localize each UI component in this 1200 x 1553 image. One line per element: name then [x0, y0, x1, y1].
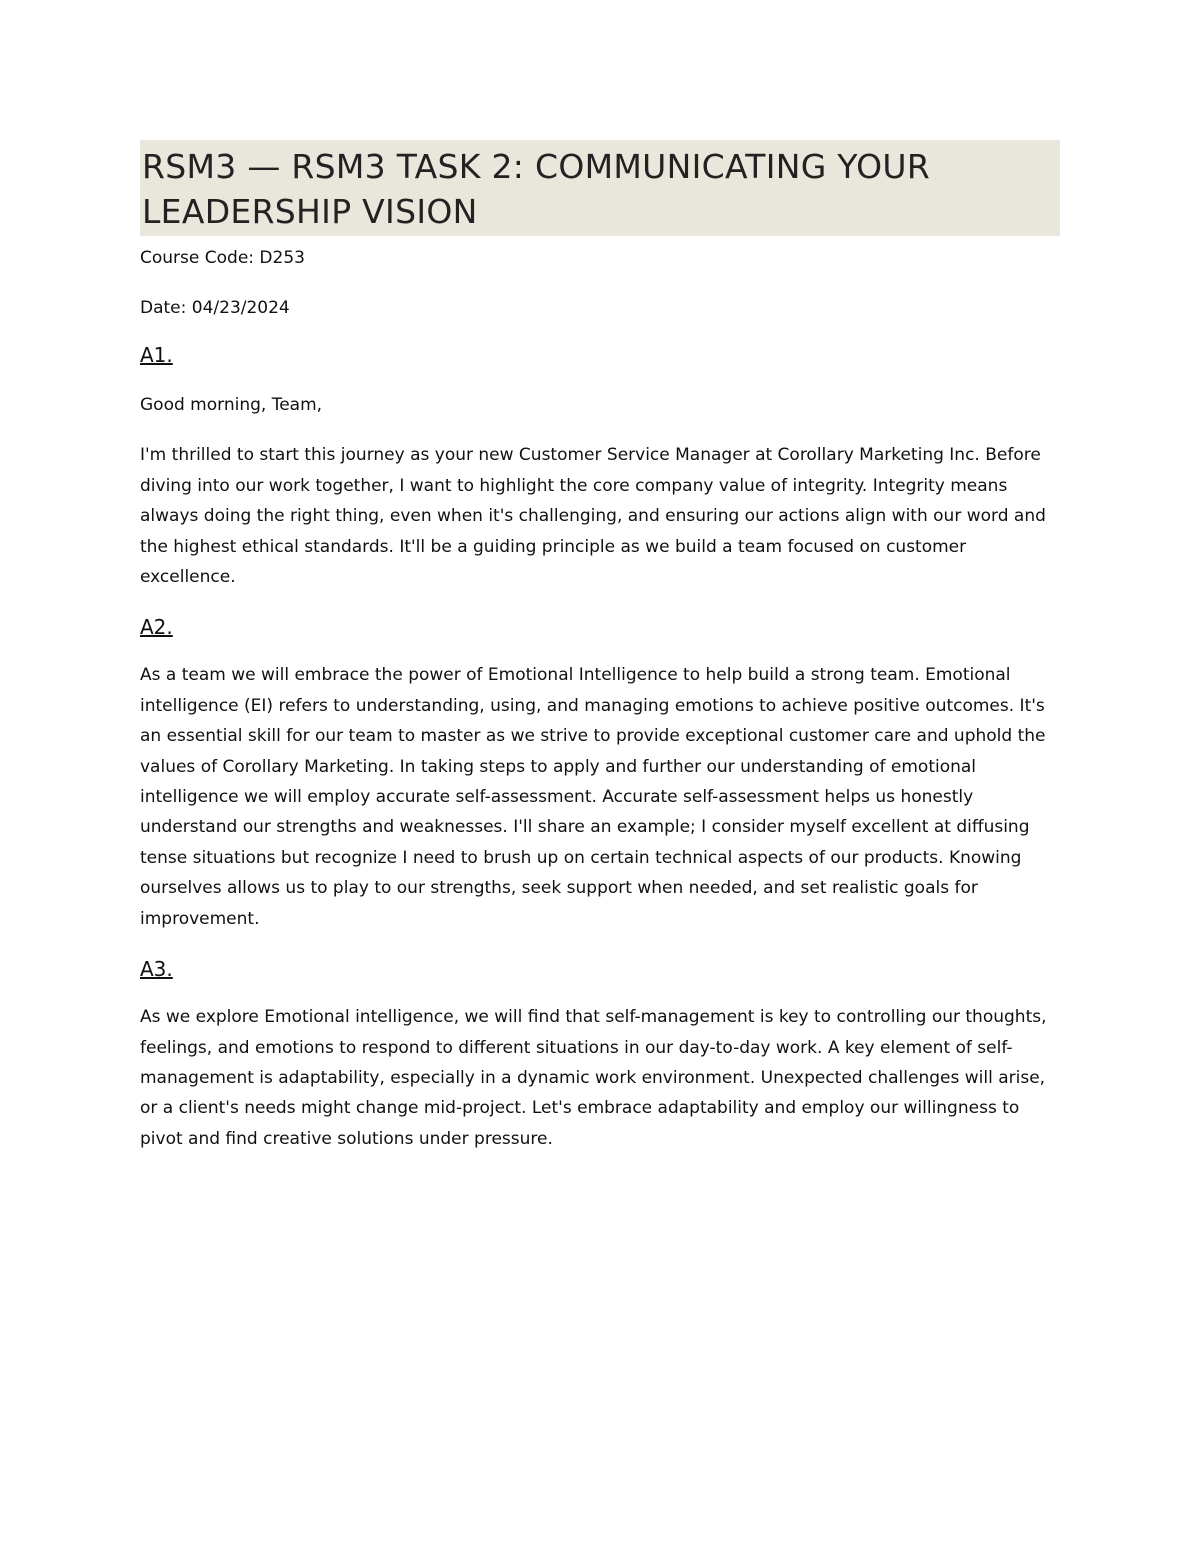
document-date: Date: 04/23/2024 [140, 298, 290, 318]
document-page [140, 140, 1060, 1154]
paragraph-a2: As a team we will embrace the power of Emotional Intelligence to help build a strong team. Emotional intelligence (EI) refers to understanding, using, and managing emotions to achieve positive outcomes. It's an essential skill for our team to master as we strive to provide exceptional customer care and uphold the values of Corollary Marketing. In taking steps to apply and further our understanding of emotional intelligence we will employ accurate self-assessment. Accurate self-assessment helps us honestly understand our strengths and weaknesses. I'll share an example; I consider myself excellent at diffusing tense situations but recognize I need to brush up on certain technical aspects of our products. Knowing ourselves allows us to play to our strengths, seek support when needed, and set realistic goals for improvement. [140, 665, 1046, 929]
paragraph-a3: As we explore Emotional intelligence, we will find that self-management is key to controlling our thoughts, feelings, and emotions to respond to different situations in our day-to-day work. A key element of self-management is adaptability, especially in a dynamic work environment. Unexpected challenges will arise, or a client's needs might change mid-project. Let's embrace adaptability and employ our willingness to pivot and find creative solutions under pressure. [140, 1007, 1047, 1149]
section-heading-a2: A2. [140, 615, 173, 640]
title-block [140, 140, 1060, 236]
section-heading-a1: A1. [140, 343, 173, 367]
greeting: Good morning, Team, [140, 395, 323, 415]
course-code: Course Code: D253 [140, 248, 305, 268]
document-title: RSM3 — RSM3 TASK 2: COMMUNICATING YOUR LEADERSHIP VISION [142, 147, 931, 231]
section-heading-a3: A3. [140, 957, 173, 982]
paragraph-a1: I'm thrilled to start this journey as your new Customer Service Manager at Corollary Marketing Inc. Before diving into our work together, I want to highlight the core company value of integrity. Integrity means always doing the right thing, even when it's challenging, and ensuring our actions align with our word and the highest ethical standards. It'll be a guiding principle as we build a team focused on customer excellence. [140, 445, 1046, 588]
